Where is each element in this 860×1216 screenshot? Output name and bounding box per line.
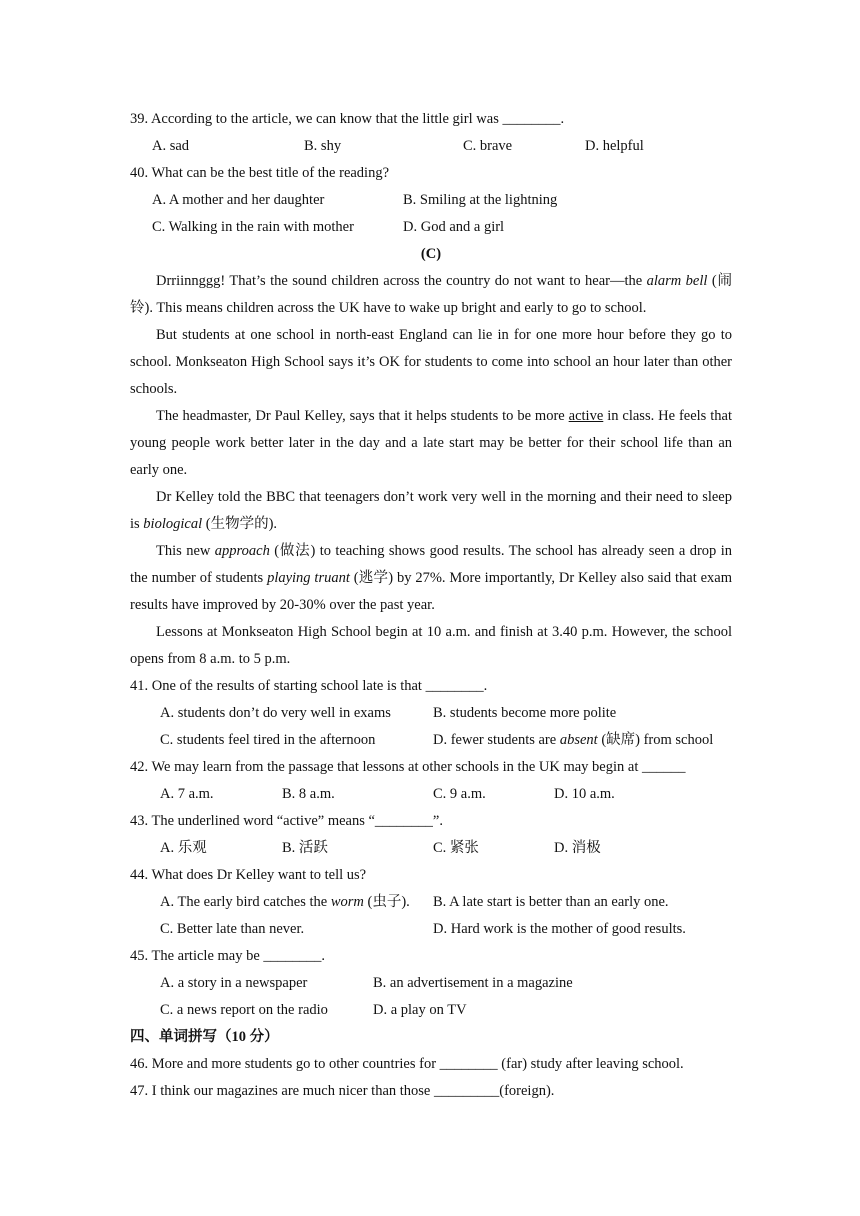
q46-text: 46. More and more students go to other countries for ________ (far) study after leaving school. xyxy=(130,1056,684,1072)
passage-paragraph-6: Lessons at Monkseaton High School begin at 10 a.m. and finish at 3.40 p.m. However, the school opens from 8 a.m. to 5 p.m. xyxy=(130,624,732,667)
q41-option-a: A. students don’t do very well in exams xyxy=(160,705,391,721)
q40-option-c: C. Walking in the rain with mother xyxy=(152,219,354,235)
q40-stem: 40. What can be the best title of the reading? xyxy=(130,165,390,181)
q39-option-a: A. sad xyxy=(152,138,190,154)
q44-options-row1 xyxy=(130,889,732,916)
q40-options-row2 xyxy=(130,214,732,241)
document-page xyxy=(130,106,732,1105)
q41-option-b: B. students become more polite xyxy=(433,705,617,721)
q41-options-row2 xyxy=(130,727,732,754)
q44-stem: 44. What does Dr Kelley want to tell us? xyxy=(130,867,367,883)
q43-option-c: C. 紧张 xyxy=(433,840,479,856)
q40-option-a: A. A mother and her daughter xyxy=(152,192,325,208)
q41-options-row1 xyxy=(130,700,732,727)
section-c-title: (C) xyxy=(420,246,442,262)
q43-options xyxy=(130,835,732,862)
q39-option-b: B. shy xyxy=(304,138,342,154)
section-4-title: 四、单词拼写（10 分） xyxy=(130,1029,279,1045)
q44-option-d: D. Hard work is the mother of good results. xyxy=(433,921,686,937)
q39-options xyxy=(130,133,732,160)
q39-option-c: C. brave xyxy=(463,138,513,154)
q40-option-d: D. God and a girl xyxy=(403,219,505,235)
q45-stem: 45. The article may be ________. xyxy=(130,948,326,964)
passage-paragraph-1: Drriinnggg! That’s the sound children across the country do not want to hear—the alarm bell (闹铃). This means children across the UK have to wake up bright and early to go to school. xyxy=(130,273,733,316)
q39-option-d: D. helpful xyxy=(585,138,644,154)
q45-options-row2 xyxy=(130,997,732,1024)
q43-option-a: A. 乐观 xyxy=(160,840,207,856)
q41-stem: 41. One of the results of starting school late is that ________. xyxy=(130,678,488,694)
q40-options-row1 xyxy=(130,187,732,214)
q41-option-d: D. fewer students are absent (缺席) from school xyxy=(433,732,714,748)
q45-option-c: C. a news report on the radio xyxy=(160,1002,328,1018)
q43-option-d: D. 消极 xyxy=(554,840,601,856)
q45-option-a: A. a story in a newspaper xyxy=(160,975,308,991)
q47-text: 47. I think our magazines are much nicer than those _________(foreign). xyxy=(130,1083,555,1099)
passage-paragraph-2: But students at one school in north-east England can lie in for one more hour before they go to school. Monkseaton High School says it’s OK for students to come into school an hour later than other schools. xyxy=(130,327,732,397)
underlined-word-active: active xyxy=(568,408,604,424)
q45-option-d: D. a play on TV xyxy=(373,1002,467,1018)
q42-option-a: A. 7 a.m. xyxy=(160,786,214,802)
q44-option-b: B. A late start is better than an early one. xyxy=(433,894,669,910)
q42-option-c: C. 9 a.m. xyxy=(433,786,486,802)
q42-option-b: B. 8 a.m. xyxy=(282,786,335,802)
passage-paragraph-3: The headmaster, Dr Paul Kelley, says that it helps students to be more active in class. He feels that young people work better later in the day and a late start may be better for their school life than an early one. xyxy=(130,408,732,478)
q42-options xyxy=(130,781,732,808)
passage-paragraph-5: This new approach (做法) to teaching shows good results. The school has already seen a drop in the number of students playing truant (逃学) by 27%. More importantly, Dr Kelley also said that exam results have improved by 20-30% over the past year. xyxy=(130,543,733,613)
q44-option-c: C. Better late than never. xyxy=(160,921,305,937)
q44-options-row2 xyxy=(130,916,732,943)
q43-stem: 43. The underlined word “active” means “________”. xyxy=(130,813,443,829)
q42-stem: 42. We may learn from the passage that lessons at other schools in the UK may begin at ______ xyxy=(130,759,686,775)
q45-options-row1 xyxy=(130,970,732,997)
passage-paragraph-4: Dr Kelley told the BBC that teenagers don’t work very well in the morning and their need to sleep is biological (生物学的). xyxy=(130,489,732,532)
q44-option-a: A. The early bird catches the worm (虫子). xyxy=(160,894,410,910)
q41-option-c: C. students feel tired in the afternoon xyxy=(160,732,376,748)
q39-stem: 39. According to the article, we can know that the little girl was ________. xyxy=(130,111,565,127)
q45-option-b: B. an advertisement in a magazine xyxy=(373,975,573,991)
q42-option-d: D. 10 a.m. xyxy=(554,786,615,802)
q40-option-b: B. Smiling at the lightning xyxy=(403,192,558,208)
q43-option-b: B. 活跃 xyxy=(282,840,328,856)
